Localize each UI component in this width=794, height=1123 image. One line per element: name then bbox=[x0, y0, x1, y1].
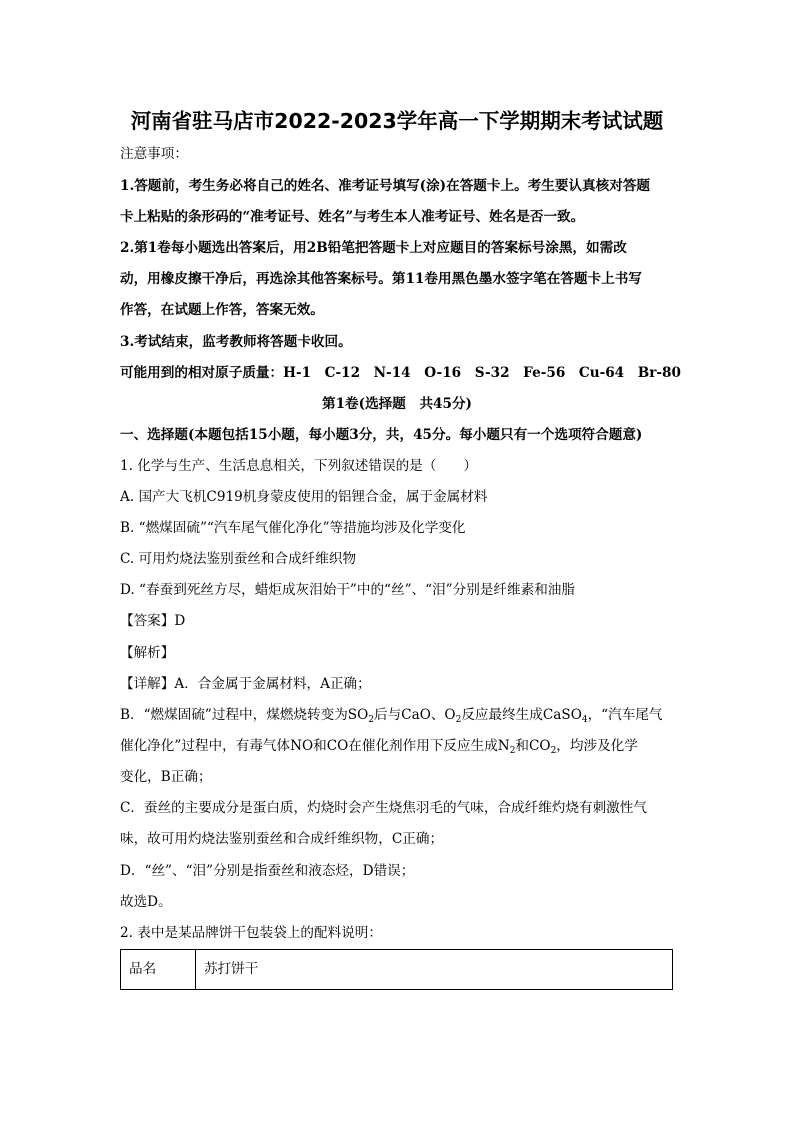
notice-item-2-line-2: 动，用橡皮擦干净后，再选涂其他答案标号。第11卷用黑色墨水签字笔在答题卡上书写 bbox=[120, 271, 642, 287]
question-1-option-c: C. 可用灼烧法鉴别蚕丝和合成纤维织物 bbox=[120, 551, 357, 567]
question-1-option-b: B. “燃煤固硫”“汽车尾气催化净化”等措施均涉及化学变化 bbox=[120, 520, 466, 536]
detail-c-line-2: 味，故可用灼烧法鉴别蚕丝和合成纤维织物，C正确； bbox=[120, 831, 444, 847]
notice-item-2-line-3: 作答，在试题上作答，答案无效。 bbox=[120, 302, 324, 318]
subscript: 2 bbox=[368, 715, 374, 725]
detail-b2-text-b: 和CO bbox=[515, 738, 551, 754]
subscript: 2 bbox=[509, 746, 516, 756]
subscript: 2 bbox=[455, 715, 462, 725]
detail-b1-text-d: ，“汽车尾气 bbox=[587, 707, 663, 723]
detail-b1-text-b: 后与CaO、O bbox=[374, 707, 456, 723]
question-1-stem: 1. 化学与生产、生活息息相关，下列叙述错误的是（ ） bbox=[120, 458, 478, 474]
subscript: 4 bbox=[581, 715, 588, 725]
atomic-masses: 可能用到的相对原子质量：H-1 C-12 N-14 O-16 S-32 Fe-56 Cu-64 Br-80 bbox=[120, 365, 681, 381]
notice-item-1-line-1: 1.答题前，考生务必将自己的姓名、准考证号填写(涂)在答题卡上。考生要认真核对答题 bbox=[120, 178, 651, 194]
detail-b-line-1 bbox=[120, 706, 680, 724]
notice-item-1-line-2: 卡上粘贴的条形码的“准考证号、姓名”与考生本人准考证号、姓名是否一致。 bbox=[120, 209, 585, 225]
detail-b1-text-a: B．“燃煤固硫”过程中，煤燃烧转变为SO bbox=[120, 707, 369, 723]
detail-c-line-1: C．蚕丝的主要成分是蛋白质，灼烧时会产生烧焦羽毛的气味，合成纤维灼烧有刺激性气 bbox=[120, 800, 647, 816]
detail-b2-text-c: ，均涉及化学 bbox=[556, 738, 638, 754]
notice-heading: 注意事项： bbox=[120, 146, 188, 162]
detail-b2-text-a: 催化净化”过程中，有毒气体NO和CO在催化剂作用下反应生成N bbox=[120, 738, 510, 754]
conclusion: 故选D。 bbox=[120, 894, 172, 910]
detail-b1-text-c: 反应最终生成CaSO bbox=[461, 707, 582, 723]
answer-label: 【答案】D bbox=[120, 613, 186, 629]
section-title: 第1卷(选择题 共45分) bbox=[322, 396, 472, 412]
subscript: 2 bbox=[550, 746, 557, 756]
ingredients-table bbox=[120, 949, 673, 990]
notice-item-3: 3.考试结束，监考教师将答题卡收回。 bbox=[120, 334, 352, 350]
part-heading: 一、选择题(本题包括15小题，每小题3分，共，45分。每小题只有一个选项符合题意) bbox=[120, 427, 643, 443]
table-value-cell: 苏打饼干 bbox=[204, 961, 259, 977]
question-2-stem: 2. 表中是某品牌饼干包装袋上的配料说明： bbox=[120, 925, 382, 941]
detail-b-line-3: 变化，B正确； bbox=[120, 769, 212, 785]
table-header-cell: 品名 bbox=[121, 950, 196, 989]
question-1-option-a: A. 国产大飞机C919机身蒙皮使用的铝锂合金，属于金属材料 bbox=[120, 489, 488, 505]
page-title: 河南省驻马店市2022-2023学年高一下学期期末考试试题 bbox=[130, 109, 664, 133]
question-1-option-d: D. “春蚕到死丝方尽，蜡炬成灰泪始干”中的“丝”、“泪”分别是纤维素和油脂 bbox=[120, 582, 575, 598]
detail-a: 【详解】A．合金属于金属材料，A正确； bbox=[120, 676, 371, 692]
notice-item-2-line-1: 2.第1卷每小题选出答案后，用2B铅笔把答题卡上对应题目的答案标号涂黑，如需改 bbox=[120, 240, 627, 256]
detail-d: D．“丝”、“泪”分别是指蚕丝和液态烃，D错误； bbox=[120, 863, 415, 879]
detail-b-line-2 bbox=[120, 737, 680, 755]
analysis-label: 【解析】 bbox=[120, 645, 175, 661]
